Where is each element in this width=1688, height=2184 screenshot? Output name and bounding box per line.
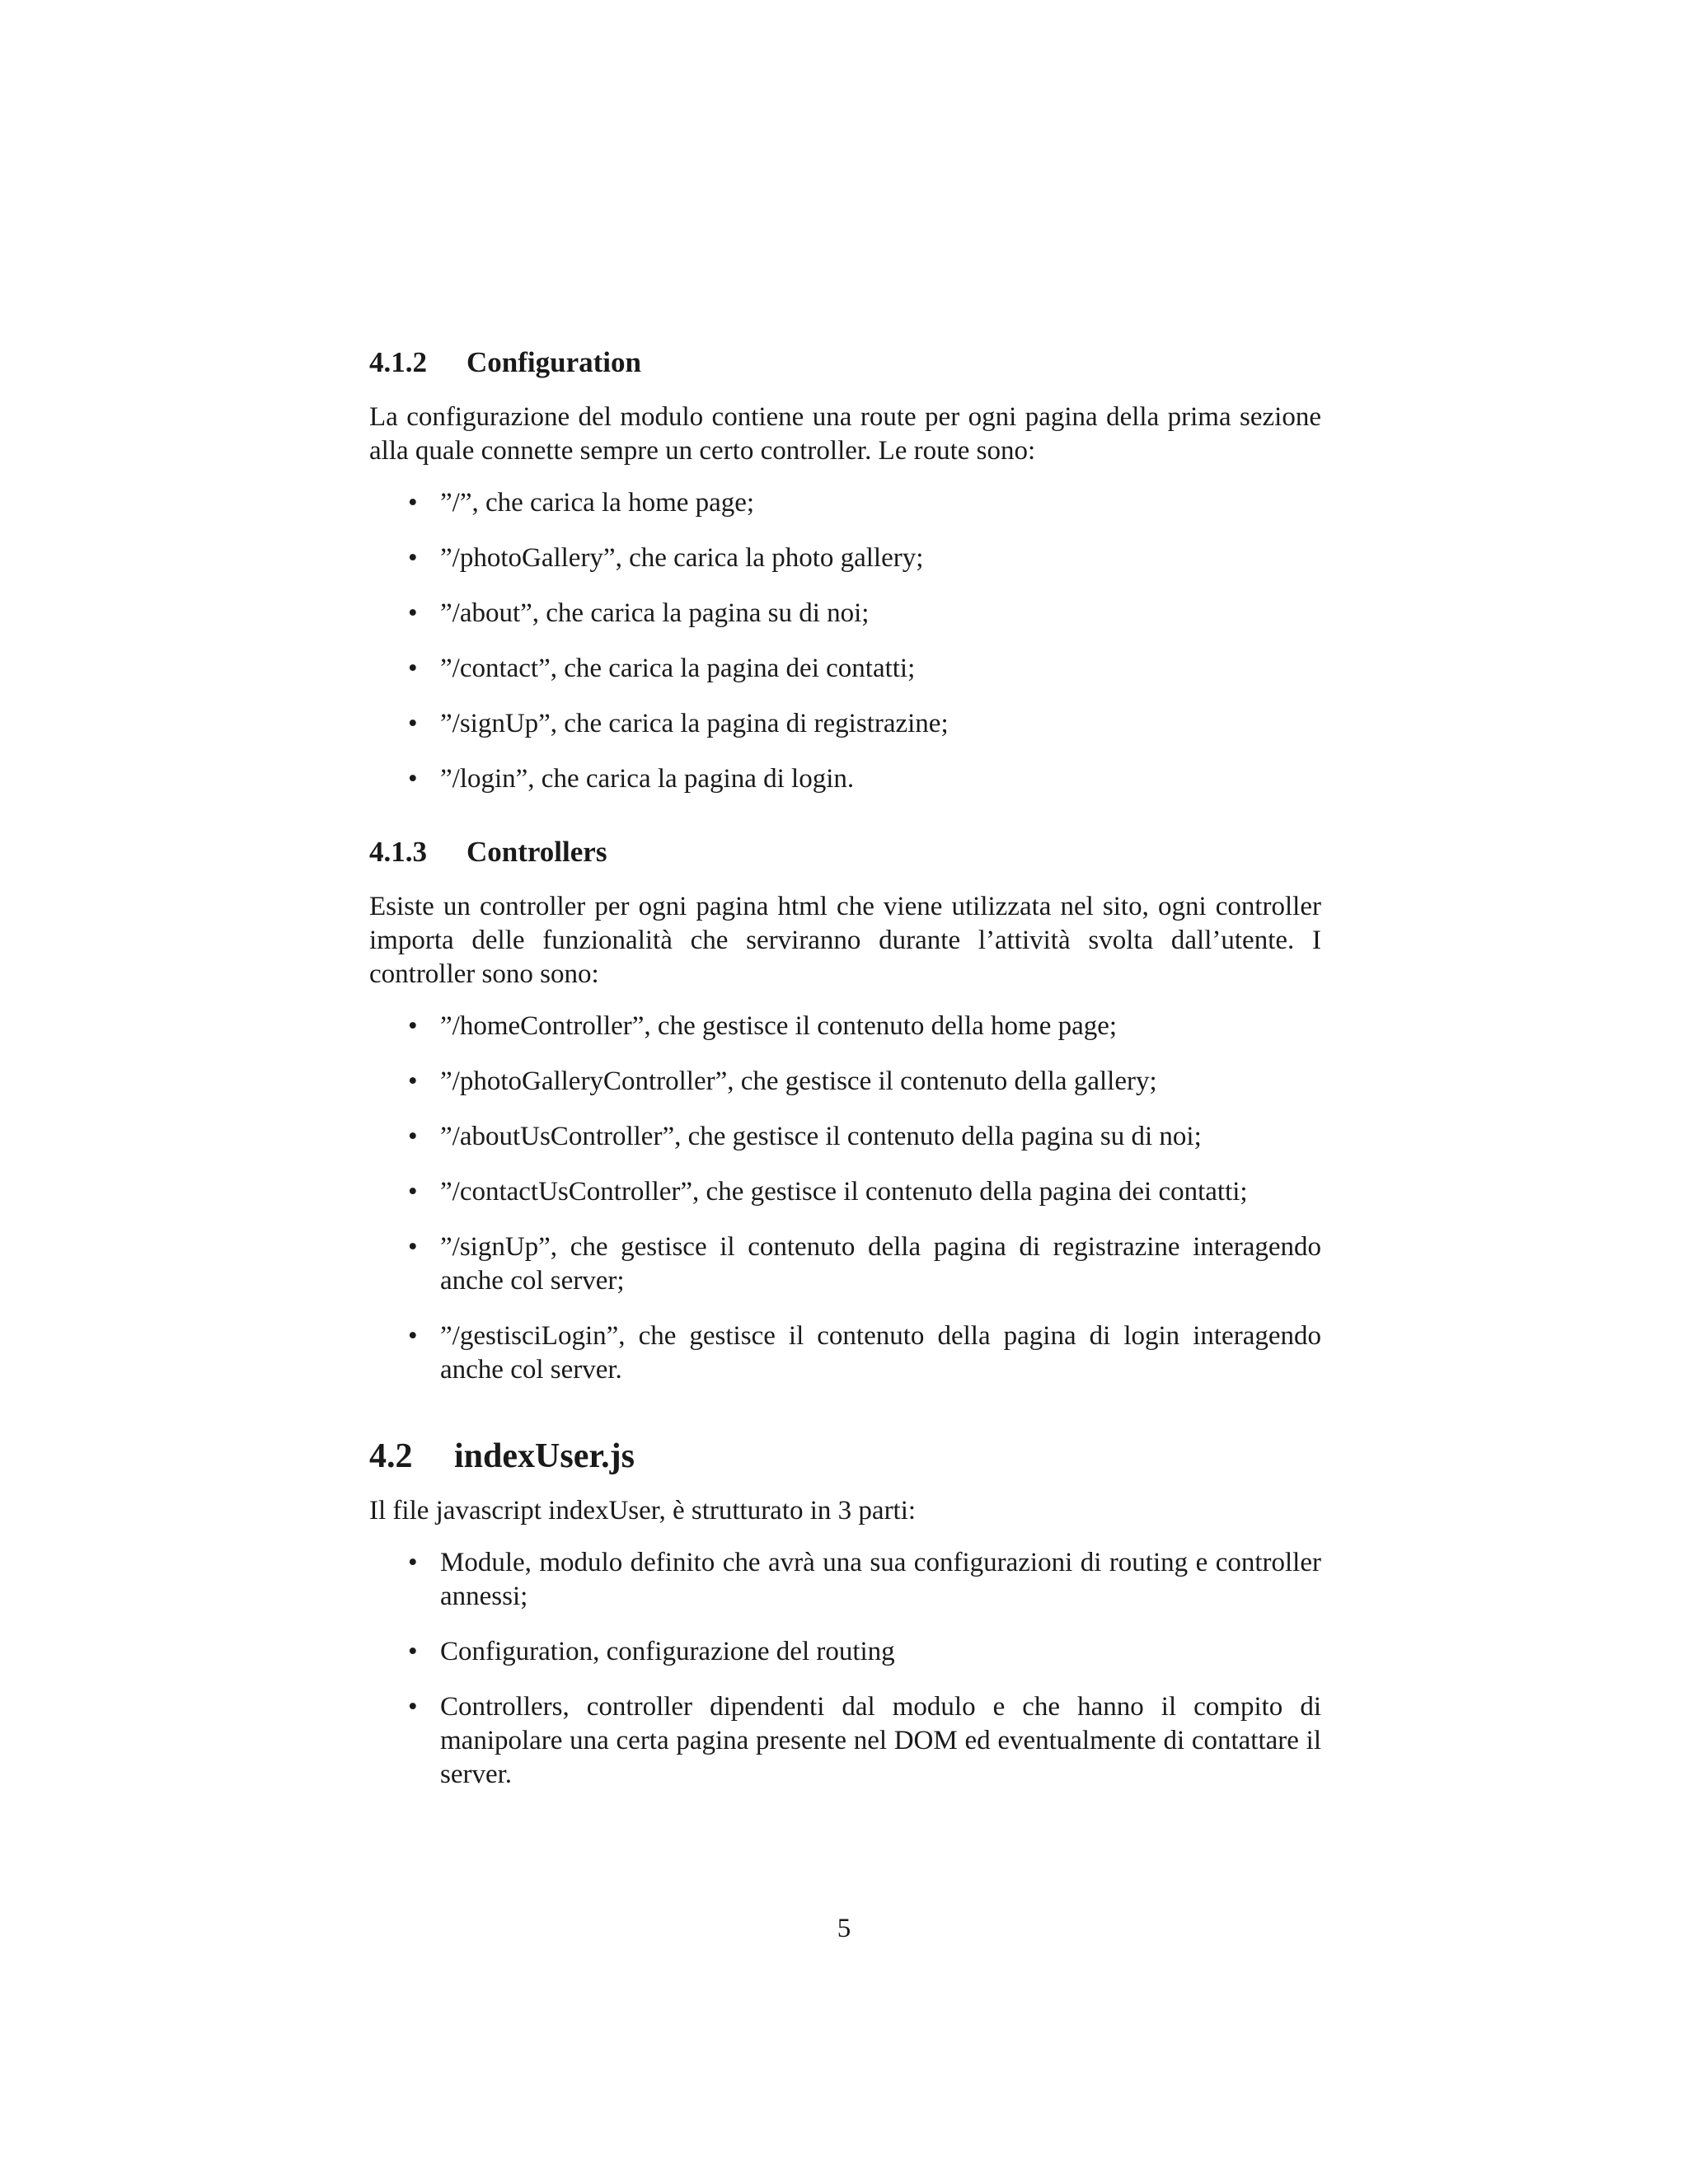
subsection-number: 4.1.2 (369, 346, 427, 378)
list-item (369, 1635, 1321, 1669)
list-item-text: ”/login”, che carica la pagina di login. (440, 764, 855, 794)
bullet-icon: • (408, 654, 418, 683)
list-item (369, 1319, 1321, 1387)
list-item-text: ”/signUp”, che gestisce il contenuto della pagina di registrazine interagendo anche col server; (440, 1232, 1321, 1296)
list-item-text: ”/photoGallery”, che carica la photo gallery; (440, 543, 924, 573)
list-item-text: ”/”, che carica la home page; (440, 488, 755, 518)
section-heading-indexuser (369, 1433, 1321, 1479)
page-number: 5 (837, 1914, 851, 1943)
subsection-heading-controllers (369, 832, 1321, 872)
list-item-text: ”/homeController”, che gestisce il contenuto della home page; (440, 1011, 1118, 1041)
list-item-text: ”/aboutUsController”, che gestisce il contenuto della pagina su di noi; (440, 1122, 1202, 1151)
list-item (369, 1546, 1321, 1614)
list-item (369, 486, 1321, 520)
subsection-number: 4.1.3 (369, 836, 427, 868)
list-item-text: ”/about”, che carica la pagina su di noi; (440, 598, 870, 628)
section-number: 4.2 (369, 1437, 413, 1475)
list-item (369, 1690, 1321, 1792)
indexuser-intro: Il file javascript indexUser, è strutturato in 3 parti: (369, 1496, 917, 1526)
bullet-icon: • (408, 1232, 418, 1262)
list-item-text: ”/gestisciLogin”, che gestisce il contenuto della pagina di login interagendo anche col server. (440, 1321, 1321, 1385)
bullet-icon: • (408, 1066, 418, 1096)
list-item (369, 1175, 1321, 1209)
bullet-icon: • (408, 488, 418, 518)
bullet-icon: • (408, 543, 418, 573)
bullet-icon: • (408, 764, 418, 794)
list-item (369, 541, 1321, 575)
configuration-intro: La configurazione del modulo contiene una route per ogni pagina della prima sezione alla quale connette sempre un certo controller. Le route sono: (369, 402, 1321, 466)
subsection-title: Controllers (467, 836, 607, 868)
list-item-text: ”/photoGalleryController”, che gestisce il contenuto della gallery; (440, 1066, 1157, 1096)
list-item (369, 762, 1321, 796)
bullet-icon: • (408, 1548, 418, 1577)
bullet-icon: • (408, 598, 418, 628)
list-item-text: Module, modulo definito che avrà una sua configurazioni di routing e controller annessi; (440, 1548, 1321, 1611)
indexuser-parts-list (369, 1546, 1321, 1792)
controllers-intro: Esiste un controller per ogni pagina html che viene utilizzata nel sito, ogni controller importa delle funzionalità che serviranno durante l’attività svolta dall’utente. I controller sono sono: (369, 892, 1321, 989)
bullet-icon: • (408, 1011, 418, 1041)
bullet-icon: • (408, 1637, 418, 1666)
bullet-icon: • (408, 1321, 418, 1351)
list-item (369, 1230, 1321, 1298)
subsection-title: Configuration (467, 346, 641, 378)
list-item-text: ”/contactUsController”, che gestisce il contenuto della pagina dei contatti; (440, 1177, 1248, 1207)
route-list (369, 486, 1321, 796)
list-item-text: ”/contact”, che carica la pagina dei contatti; (440, 654, 916, 683)
bullet-icon: • (408, 1692, 418, 1722)
list-item (369, 597, 1321, 630)
list-item-text: ”/signUp”, che carica la pagina di registrazine; (440, 709, 949, 738)
list-item (369, 1065, 1321, 1099)
bullet-icon: • (408, 709, 418, 738)
list-item (369, 1120, 1321, 1154)
document-page (369, 343, 1321, 1813)
section-title: indexUser.js (454, 1437, 635, 1475)
controller-list (369, 1010, 1321, 1387)
list-item (369, 1010, 1321, 1043)
list-item-text: Configuration, configurazione del routing (440, 1637, 895, 1666)
subsection-heading-configuration (369, 343, 1321, 382)
bullet-icon: • (408, 1177, 418, 1207)
list-item (369, 707, 1321, 741)
list-item-text: Controllers, controller dipendenti dal modulo e che hanno il compito di manipolare una certa pagina presente nel DOM ed eventualmente di contattare il server. (440, 1692, 1321, 1789)
bullet-icon: • (408, 1122, 418, 1151)
list-item (369, 652, 1321, 686)
